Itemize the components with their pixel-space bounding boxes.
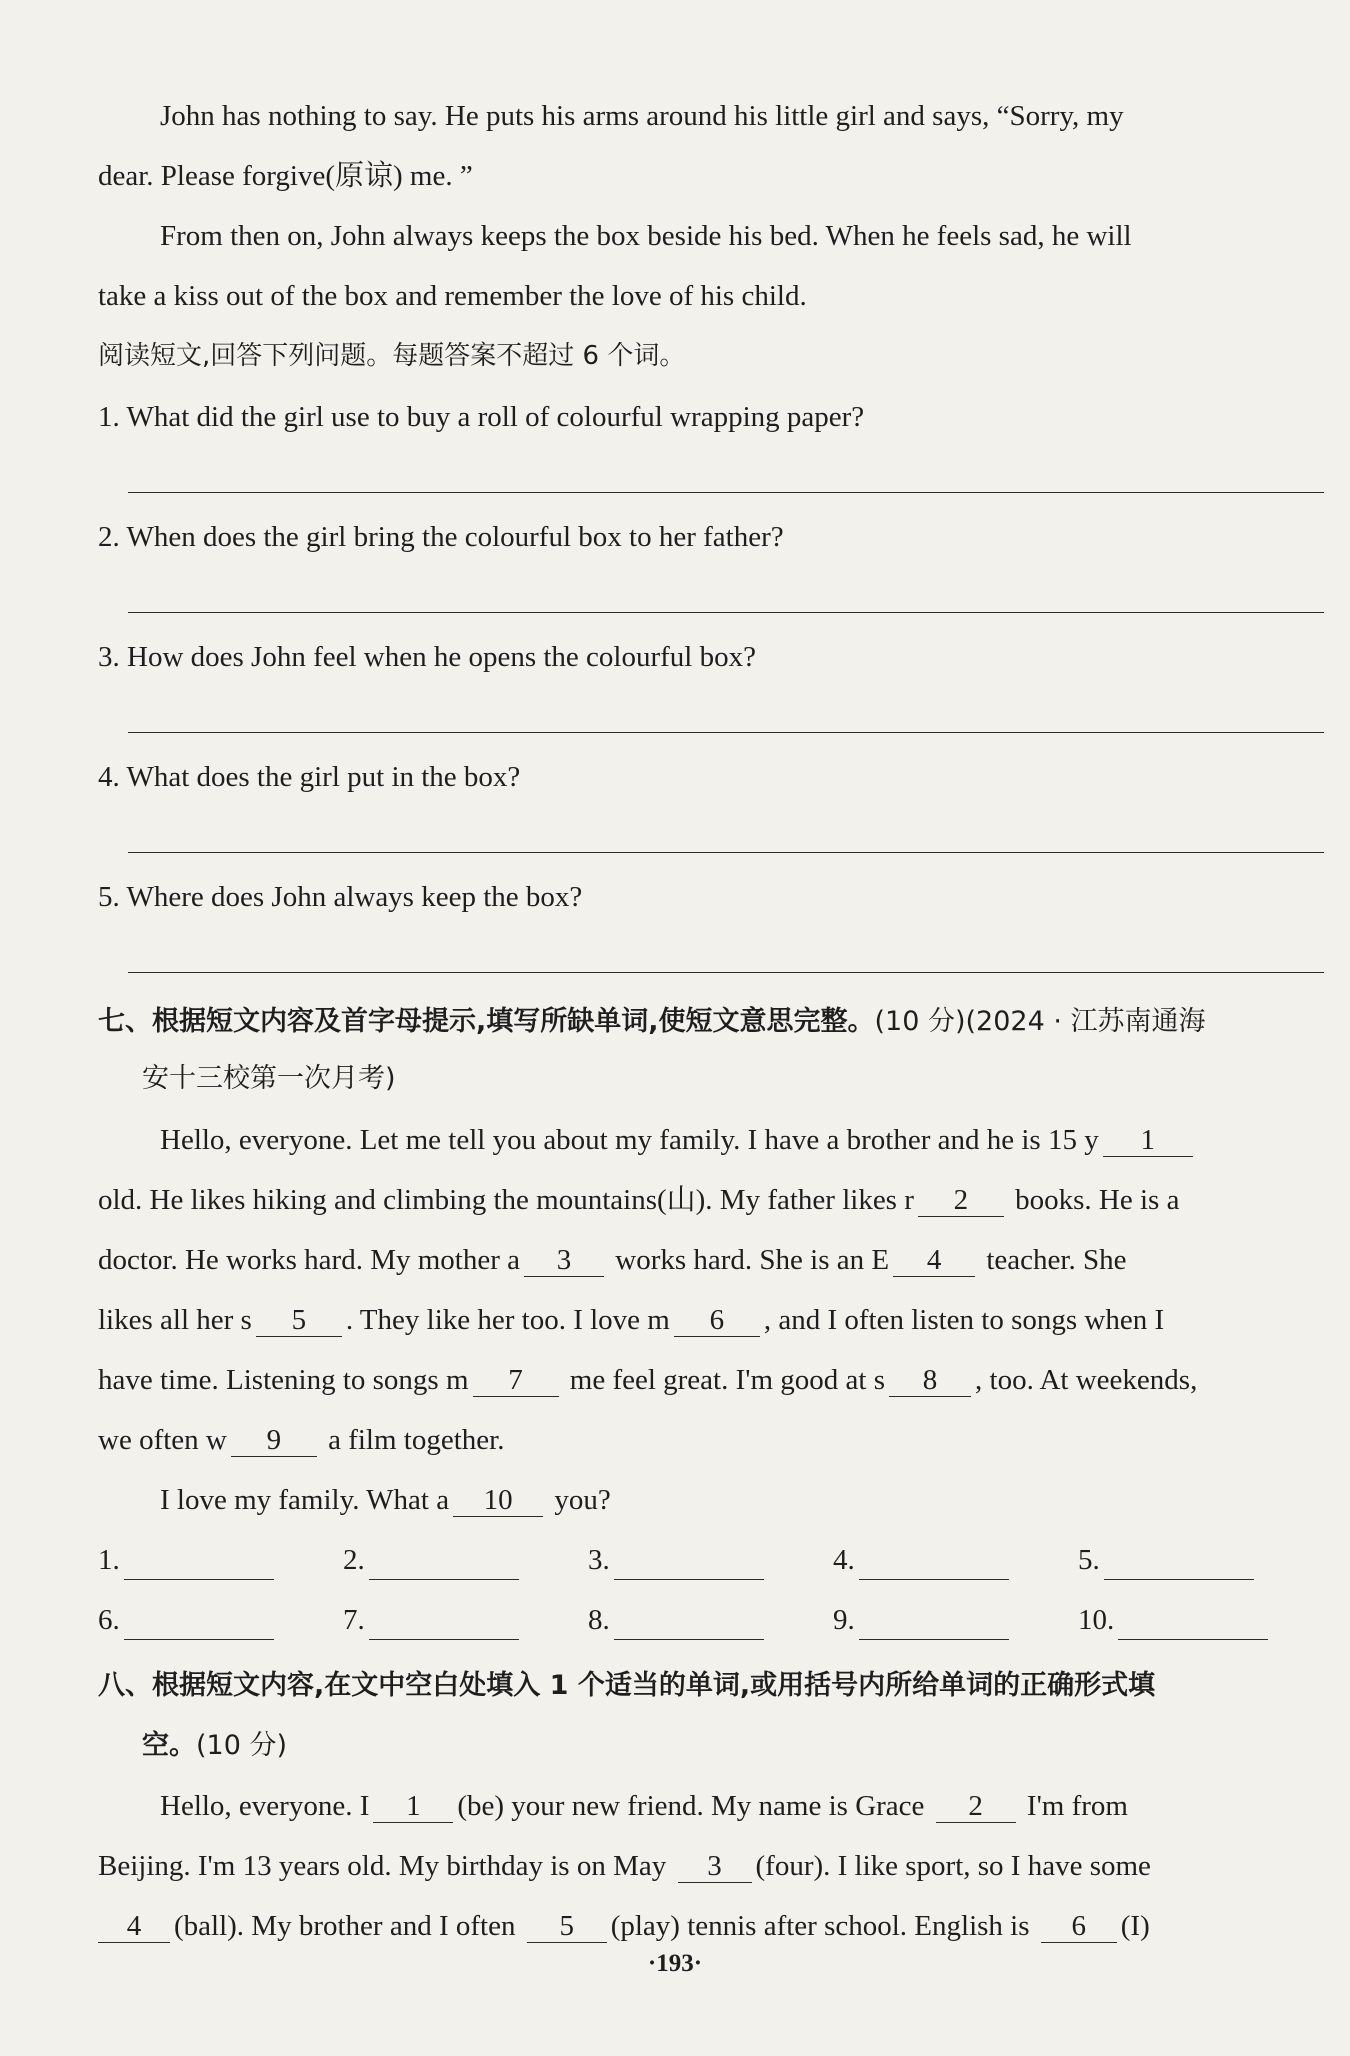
answer-slot-5[interactable]: 5. (1078, 1540, 1254, 1580)
section-8-meta: (10 分) (196, 1730, 288, 1761)
cloze7-line: Hello, everyone. Let me tell you about my family. I have a brother and he is 15 y 1 (160, 1120, 1350, 1160)
answer-row-2 (98, 1600, 1328, 1640)
blank-8-2[interactable]: 2 (936, 1790, 1016, 1823)
question-1: 1. What did the girl use to buy a roll of colourful wrapping paper? (98, 401, 865, 433)
cloze8-line: Beijing. I'm 13 years old. My birthday is on May 3 (four). I like sport, so I have some (98, 1850, 1151, 1882)
passage-line: take a kiss out of the box and remember the love of his child. (98, 280, 807, 312)
section-7-heading-cont (142, 1059, 1350, 1099)
section-7-title: 七、根据短文内容及首字母提示,填写所缺单词,使短文意思完整。 (98, 1006, 875, 1037)
answer-slot-4[interactable]: 4. (833, 1540, 1009, 1580)
answer-slot-3[interactable]: 3. (588, 1540, 764, 1580)
section-7-heading (98, 1002, 1328, 1042)
answer-row-1 (98, 1540, 1328, 1580)
blank-8-4[interactable]: 4 (98, 1910, 170, 1943)
blank-7-6[interactable]: 6 (674, 1304, 760, 1337)
blank-7-8[interactable]: 8 (889, 1364, 971, 1397)
answer-slot-1[interactable]: 1. (98, 1540, 274, 1580)
answer-line-4[interactable] (128, 852, 1324, 853)
blank-7-2[interactable]: 2 (918, 1184, 1004, 1217)
blank-7-7[interactable]: 7 (473, 1364, 559, 1397)
question-3: 3. How does John feel when he opens the colourful box? (98, 641, 756, 673)
question-5: 5. Where does John always keep the box? (98, 881, 583, 913)
blank-8-3[interactable]: 3 (678, 1850, 752, 1883)
cloze7-line: doctor. He works hard. My mother a 3 works hard. She is an E 4 teacher. She (98, 1244, 1127, 1276)
answer-line-3[interactable] (128, 732, 1324, 733)
question-2: 2. When does the girl bring the colourful box to her father? (98, 521, 784, 553)
blank-7-1[interactable]: 1 (1103, 1124, 1193, 1157)
passage-line: John has nothing to say. He puts his arms around his little girl and says, “Sorry, my (160, 100, 1124, 132)
blank-8-6[interactable]: 6 (1041, 1910, 1117, 1943)
answer-line-5[interactable] (128, 972, 1324, 973)
answer-slot-2[interactable]: 2. (343, 1540, 519, 1580)
cloze8-line: 4 (ball). My brother and I often 5 (play) tennis after school. English is 6 (I) (98, 1906, 1328, 1946)
section-8-heading: 八、根据短文内容,在文中空白处填入 1 个适当的单词,或用括号内所给单词的正确形式填 (98, 1670, 1156, 1701)
cloze7-line: likes all her s 5 . They like her too. I love m 6 , and I often listen to songs when I (98, 1304, 1165, 1336)
answer-line-1[interactable] (128, 492, 1324, 493)
answer-slot-9[interactable]: 9. (833, 1600, 1009, 1640)
reading-instruction: 阅读短文,回答下列问题。每题答案不超过 6 个词。 (98, 341, 686, 371)
answer-slot-8[interactable]: 8. (588, 1600, 764, 1640)
cloze7-line: have time. Listening to songs m 7 me feel great. I'm good at s 8 , too. At weekends, (98, 1364, 1198, 1396)
section-7-meta-cont: 安十三校第一次月考) (142, 1063, 396, 1094)
page-number: ·193· (647, 1950, 703, 1977)
cloze8-line: Hello, everyone. I 1 (be) your new friend. My name is Grace 2 I'm from (160, 1790, 1128, 1822)
blank-7-9[interactable]: 9 (231, 1424, 317, 1457)
blank-7-4[interactable]: 4 (893, 1244, 975, 1277)
section-7-meta: (10 分)(2024 · 江苏南通海 (874, 1006, 1206, 1037)
answer-line-2[interactable] (128, 612, 1324, 613)
passage-line: From then on, John always keeps the box beside his bed. When he feels sad, he will (160, 220, 1132, 252)
answer-slot-7[interactable]: 7. (343, 1600, 519, 1640)
question-4: 4. What does the girl put in the box? (98, 761, 521, 793)
blank-7-3[interactable]: 3 (524, 1244, 604, 1277)
answer-slot-10[interactable]: 10. (1078, 1600, 1268, 1640)
blank-7-10[interactable]: 10 (453, 1484, 543, 1517)
section-8-heading-cont: 空。(10 分) (142, 1730, 288, 1761)
blank-7-5[interactable]: 5 (256, 1304, 342, 1337)
blank-8-5[interactable]: 5 (527, 1910, 607, 1943)
passage-line: dear. Please forgive(原谅) me. ” (98, 160, 473, 192)
cloze7-line: old. He likes hiking and climbing the mountains(山). My father likes r 2 books. He is a (98, 1184, 1180, 1216)
cloze7-line: I love my family. What a 10 you? (160, 1484, 611, 1516)
cloze7-line: we often w 9 a film together. (98, 1424, 505, 1456)
blank-8-1[interactable]: 1 (373, 1790, 453, 1823)
answer-slot-6[interactable]: 6. (98, 1600, 274, 1640)
